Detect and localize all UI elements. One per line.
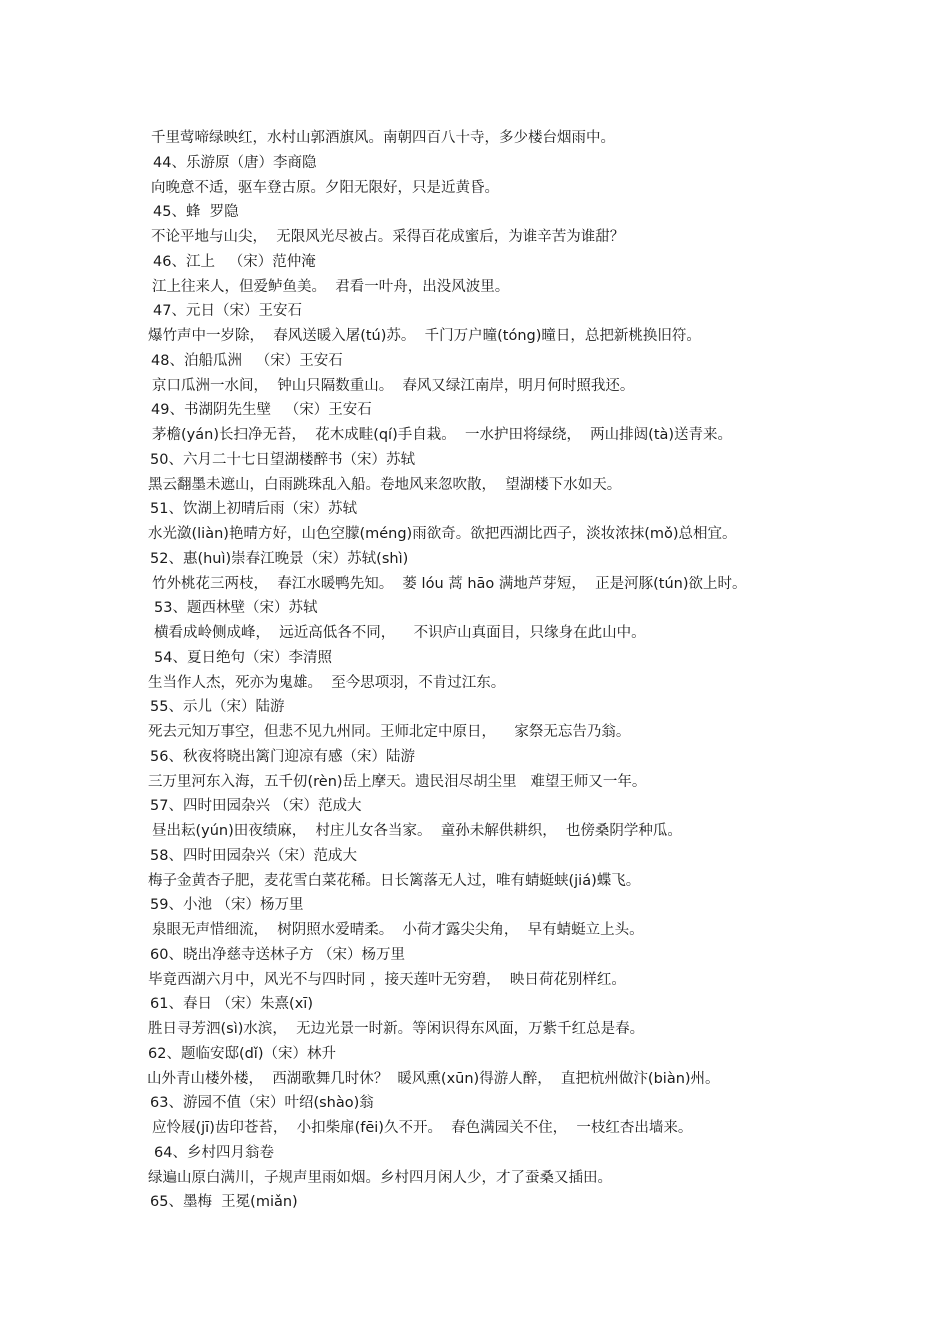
poem-text: 横看成岭侧成峰， 远近高低各不同， 不识庐山真面目，只缘身在此山中。 — [154, 625, 646, 641]
poem-title: 55、示儿（宋）陆游 — [150, 699, 285, 716]
poem-text: 爆竹声中一岁除， 春风送暖入屠(tú)苏。 千门万户曈(tóng)曈日，总把新桃换旧符。 — [148, 328, 701, 344]
poem-title: 47、元日（宋）王安石 — [153, 303, 302, 320]
poem-text: 绿遍山原白满川，子规声里雨如烟。乡村四月闲人少，才了蚕桑又插田。 — [148, 1169, 612, 1186]
poem-title: 53、题西林壁（宋）苏轼 — [154, 600, 318, 617]
poem-title: 50、六月二十七日望湖楼醉书（宋）苏轼 — [150, 451, 415, 468]
poem-text: 胜日寻芳泗(sì)水滨， 无边光景一时新。等闲识得东风面，万紫千红总是春。 — [148, 1021, 645, 1037]
poem-title: 65、墨梅 王冕(miǎn) — [150, 1194, 298, 1211]
poem-text: 千里莺啼绿映红，水村山郭酒旗风。南朝四百八十寺，多少楼台烟雨中。 — [151, 130, 615, 146]
poem-text: 毕竟西湖六月中，风光不与四时同 ，接天莲叶无穷碧， 映日荷花别样红。 — [148, 971, 626, 988]
poem-text: 昼出耘(yún)田夜绩麻， 村庄儿女各当家。 童孙未解供耕织， 也傍桑阴学种瓜。 — [152, 823, 682, 839]
poem-title: 63、游园不值（宋）叶绍(shào)翁 — [150, 1095, 374, 1112]
poem-text: 山外青山楼外楼， 西湖歌舞几时休？ 暖风熏(xūn)得游人醉， 直把杭州做汴(biàn)州。 — [147, 1070, 720, 1087]
poem-text: 茅檐(yán)长扫净无苔， 花木成畦(qí)手自栽。 一水护田将绿绕， 两山排闼(tà)送青来。 — [152, 427, 733, 443]
poem-text: 应怜屐(jī)齿印苍苔， 小扣柴扉(fēi)久不开。 春色满园关不住， 一枝红杏出墙来。 — [152, 1120, 693, 1136]
poem-title: 49、书湖阴先生壁 （宋）王安石 — [151, 402, 372, 419]
poem-text: 江上往来人，但爱鲈鱼美。 君看一叶舟，出没风波里。 — [152, 278, 510, 295]
poem-text: 三万里河东入海，五千仞(rèn)岳上摩天。遗民泪尽胡尘里 难望王师又一年。 — [148, 773, 647, 790]
poem-text: 生当作人杰，死亦为鬼雄。 至今思项羽，不肯过江东。 — [148, 674, 506, 691]
poem-title: 64、乡村四月翁卷 — [154, 1144, 274, 1161]
poem-text: 不论平地与山尖， 无限风光尽被占。采得百花成蜜后，为谁辛苦为谁甜？ — [151, 229, 625, 245]
poem-title: 44、乐游原（唐）李商隐 — [153, 154, 317, 171]
poem-text: 向晚意不适，驱车登古原。夕阳无限好，只是近黄昏。 — [151, 179, 499, 196]
poem-title: 52、惠(huì)崇春江晚景（宋）苏轼(shì) — [150, 550, 409, 567]
poem-text: 竹外桃花三两枝， 春江水暖鸭先知。 蒌 lóu 蒿 hāo 满地芦芽短， 正是河豚(tún)欲上时。 — [152, 575, 747, 592]
poem-title: 45、蜂 罗隐 — [153, 204, 239, 221]
poem-text: 死去元知万事空，但悲不见九州同。王师北定中原日， 家祭无忘告乃翁。 — [148, 724, 631, 740]
poem-title: 61、春日 （宋）朱熹(xī) — [150, 996, 313, 1013]
document-body — [0, 126, 950, 1215]
poem-text: 水光潋(liàn)艳晴方好，山色空朦(méng)雨欲奇。欲把西湖比西子，淡妆浓抹(mǒ)总相宜。 — [148, 526, 737, 542]
poem-text: 京口瓜洲一水间， 钟山只隔数重山。 春风又绿江南岸，明月何时照我还。 — [152, 377, 635, 394]
poem-title: 58、四时田园杂兴（宋）范成大 — [150, 847, 357, 864]
poem-title: 48、泊船瓜洲 （宋）王安石 — [151, 352, 343, 369]
poem-text: 泉眼无声惜细流， 树阴照水爱晴柔。 小荷才露尖尖角， 早有蜻蜓立上头。 — [152, 922, 644, 938]
poem-title: 51、饮湖上初晴后雨（宋）苏轼 — [150, 501, 357, 518]
poem-title: 60、晓出净慈寺送林子方 （宋）杨万里 — [150, 946, 406, 963]
poem-title: 59、小池 （宋）杨万里 — [150, 897, 304, 914]
poem-title: 54、夏日绝句（宋）李清照 — [154, 649, 332, 666]
poem-text: 黑云翻墨未遮山，白雨跳珠乱入船。卷地风来忽吹散， 望湖楼下水如天。 — [148, 476, 622, 493]
poem-title: 57、四时田园杂兴 （宋）范成大 — [150, 798, 362, 815]
poem-title: 62、题临安邸(dǐ)（宋）林升 — [148, 1045, 336, 1062]
poem-text: 梅子金黄杏子肥，麦花雪白菜花稀。日长篱落无人过，唯有蜻蜓蛱(jiá)蝶飞。 — [148, 872, 641, 889]
poem-title: 46、江上 （宋）范仲淹 — [153, 253, 316, 270]
poem-title: 56、秋夜将晓出篱门迎凉有感（宋）陆游 — [150, 748, 415, 765]
